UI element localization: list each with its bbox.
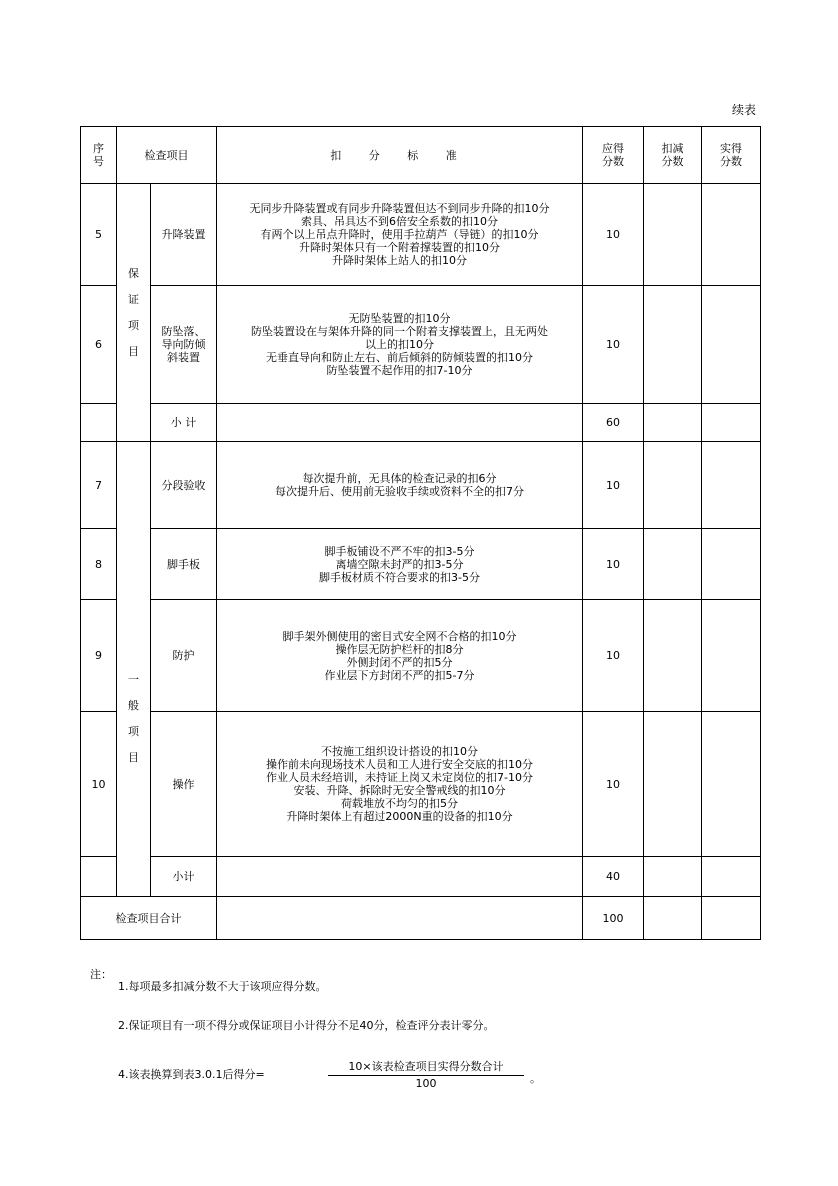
note-item: 1.每项最多扣减分数不大于该项应得分数。	[118, 980, 327, 993]
row-should-score: 10	[583, 600, 644, 712]
score-formula	[328, 1058, 524, 1090]
row-seq: 9	[81, 600, 117, 712]
formula-numerator: 10×该表检查项目实得分数合计	[328, 1058, 524, 1076]
header-should-score: 应得 分数	[583, 127, 644, 184]
row-deduct-score[interactable]	[644, 404, 702, 442]
row-actual-score[interactable]	[702, 712, 761, 857]
row-actual-score[interactable]	[702, 442, 761, 529]
row-item: 升降装置	[151, 184, 217, 286]
subtotal-row-guarantee	[81, 404, 761, 442]
subtotal-score: 60	[583, 404, 644, 442]
table-row	[81, 442, 761, 529]
row-actual-score[interactable]	[702, 529, 761, 600]
row-seq	[81, 857, 117, 897]
header-row	[81, 127, 761, 184]
header-actual-score: 实得 分数	[702, 127, 761, 184]
total-score: 100	[583, 897, 644, 940]
row-criteria: 每次提升前，无具体的检查记录的扣6分 每次提升后、使用前无验收手续或资料不全的扣7分	[217, 442, 583, 529]
note-item: 2.保证项目有一项不得分或保证项目小计得分不足40分，检查评分表计零分。	[118, 1019, 495, 1032]
row-criteria: 脚手板铺设不严不牢的扣3-5分 离墙空隙未封严的扣3-5分 脚手板材质不符合要求的扣3-5分	[217, 529, 583, 600]
row-item: 防护	[151, 600, 217, 712]
table-row	[81, 286, 761, 404]
row-seq	[81, 404, 117, 442]
header-criteria: 扣 分 标 准	[217, 127, 583, 184]
table-row	[81, 529, 761, 600]
table-row	[81, 184, 761, 286]
formula-denominator: 100	[415, 1077, 437, 1090]
row-should-score: 10	[583, 529, 644, 600]
row-deduct-score[interactable]	[644, 184, 702, 286]
row-should-score: 10	[583, 286, 644, 404]
header-seq: 序 号	[81, 127, 117, 184]
row-actual-score[interactable]	[702, 286, 761, 404]
group-general: 一 般 项 目	[117, 442, 151, 897]
total-label: 检查项目合计	[81, 897, 217, 940]
row-deduct-score[interactable]	[644, 897, 702, 940]
row-seq: 7	[81, 442, 117, 529]
formula-period: 。	[530, 1072, 541, 1085]
group-guarantee: 保 证 项 目	[117, 184, 151, 442]
subtotal-label: 小计	[151, 857, 217, 897]
continued-label: 续表	[731, 103, 756, 117]
row-seq: 10	[81, 712, 117, 857]
row-item: 操作	[151, 712, 217, 857]
subtotal-criteria	[217, 404, 583, 442]
row-should-score: 10	[583, 712, 644, 857]
row-actual-score[interactable]	[702, 897, 761, 940]
notes-section	[80, 962, 760, 1102]
note-item: 4.该表换算到表3.0.1后得分=	[118, 1068, 265, 1081]
row-should-score: 10	[583, 184, 644, 286]
row-item: 脚手板	[151, 529, 217, 600]
subtotal-row-general	[81, 857, 761, 897]
row-seq: 8	[81, 529, 117, 600]
subtotal-label: 小 计	[151, 404, 217, 442]
row-criteria: 不按施工组织设计搭设的扣10分 操作前未向现场技术人员和工人进行安全交底的扣10分 作业人员未经培训，未持证上岗又未定岗位的扣7-10分 安装、升降、拆除时无安全警戒线的扣10分 荷载堆放不均匀的扣5分 升降时架体上有超过2000N重的设备的扣10分	[217, 712, 583, 857]
total-criteria	[217, 897, 583, 940]
row-deduct-score[interactable]	[644, 286, 702, 404]
row-deduct-score[interactable]	[644, 857, 702, 897]
row-deduct-score[interactable]	[644, 442, 702, 529]
row-criteria: 脚手架外侧使用的密目式安全网不合格的扣10分 操作层无防护栏杆的扣8分 外侧封闭不严的扣5分 作业层下方封闭不严的扣5-7分	[217, 600, 583, 712]
row-deduct-score[interactable]	[644, 529, 702, 600]
row-seq: 5	[81, 184, 117, 286]
row-deduct-score[interactable]	[644, 712, 702, 857]
header-deduct-score: 扣减 分数	[644, 127, 702, 184]
inspection-table	[80, 126, 761, 940]
total-row	[81, 897, 761, 940]
row-actual-score[interactable]	[702, 404, 761, 442]
subtotal-score: 40	[583, 857, 644, 897]
row-seq: 6	[81, 286, 117, 404]
subtotal-criteria	[217, 857, 583, 897]
row-criteria: 无同步升降装置或有同步升降装置但达不到同步升降的扣10分 索具、吊具达不到6倍安全系数的扣10分 有两个以上吊点升降时，使用手拉葫芦（导链）的扣10分 升降时架体只有一个附着撑装置的扣10分 升降时架体上站人的扣10分	[217, 184, 583, 286]
row-item: 分段验收	[151, 442, 217, 529]
header-item: 检查项目	[117, 127, 217, 184]
row-item: 防坠落、 导向防倾 斜装置	[151, 286, 217, 404]
row-should-score: 10	[583, 442, 644, 529]
row-criteria: 无防坠装置的扣10分 防坠装置设在与架体升降的同一个附着支撑装置上，且无两处 以上的扣10分 无垂直导向和防止左右、前后倾斜的防倾装置的扣10分 防坠装置不起作用的扣7-10分	[217, 286, 583, 404]
row-actual-score[interactable]	[702, 857, 761, 897]
table-row	[81, 712, 761, 857]
row-actual-score[interactable]	[702, 600, 761, 712]
row-actual-score[interactable]	[702, 184, 761, 286]
table-row	[81, 600, 761, 712]
notes-title: 注：	[90, 968, 112, 981]
row-deduct-score[interactable]	[644, 600, 702, 712]
